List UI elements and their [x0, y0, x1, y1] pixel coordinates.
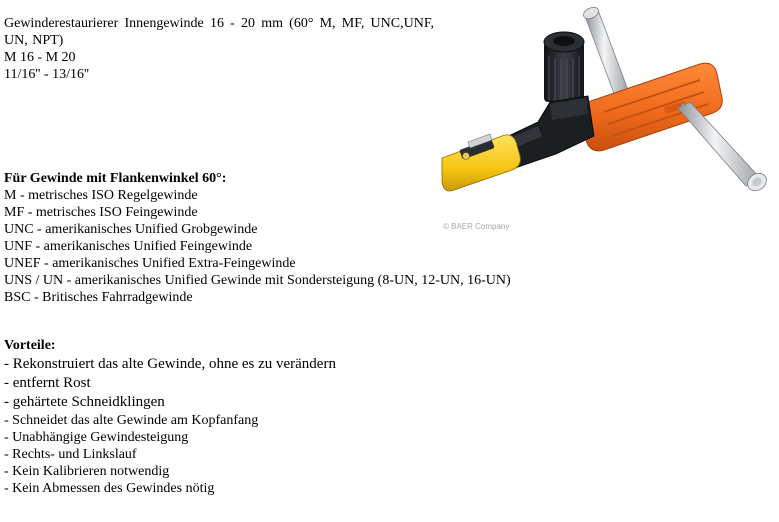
benefit-item: - gehärtete Schneidklingen — [4, 394, 165, 410]
benefit-item: - Rechts- und Linkslauf — [4, 447, 137, 462]
t-bar-shaft-lower — [678, 102, 770, 194]
t-bar-shaft-upper — [582, 5, 628, 96]
benefit-item: - Kein Abmessen des Gewindes nötig — [4, 481, 215, 496]
benefits-heading: Vorteile: — [4, 338, 56, 353]
benefit-item: - Schneidet das alte Gewinde am Kopfanfang — [4, 413, 259, 428]
thread-type-item: M - metrisches ISO Regelgewinde — [4, 188, 198, 203]
image-copyright-notice: © BAER Company — [443, 222, 510, 231]
thread-type-item: UNC - amerikanisches Unified Grobgewinde — [4, 222, 258, 237]
benefits-section — [4, 337, 336, 497]
benefit-item: - Rekonstruiert das alte Gewinde, ohne es zu verändern — [4, 356, 336, 372]
orange-handle — [586, 63, 722, 151]
thread-type-item: UNF - amerikanisches Unified Feingewinde — [4, 239, 253, 254]
thread-type-item: UNS / UN - amerikanisches Unified Gewinde mit Sondersteigung (8-UN, 12-UN, 16-UN) — [4, 273, 511, 288]
thread-type-item: BSC - Britisches Fahrradgewinde — [4, 290, 193, 305]
benefit-item: - entfernt Rost — [4, 375, 91, 391]
benefit-item: - Kein Kalibrieren notwendig — [4, 464, 170, 479]
black-knob — [544, 32, 584, 103]
thread-types-section — [4, 170, 511, 306]
benefit-item: - Unabhängige Gewindesteigung — [4, 430, 189, 445]
product-intro — [4, 15, 434, 83]
thread-types-heading: Für Gewinde mit Flankenwinkel 60°: — [4, 171, 227, 186]
inch-size-range: 11/16'' - 13/16'' — [4, 67, 90, 82]
thread-type-item: MF - metrisches ISO Feingewinde — [4, 205, 198, 220]
metric-size-range: M 16 - M 20 — [4, 50, 76, 65]
product-title: Gewinderestaurierer Innengewinde 16 - 20 mm (60° M, MF, UNC,UNF, UN, NPT) — [4, 16, 434, 48]
thread-type-item: UNEF - amerikanisches Unified Extra-Feingewinde — [4, 256, 296, 271]
